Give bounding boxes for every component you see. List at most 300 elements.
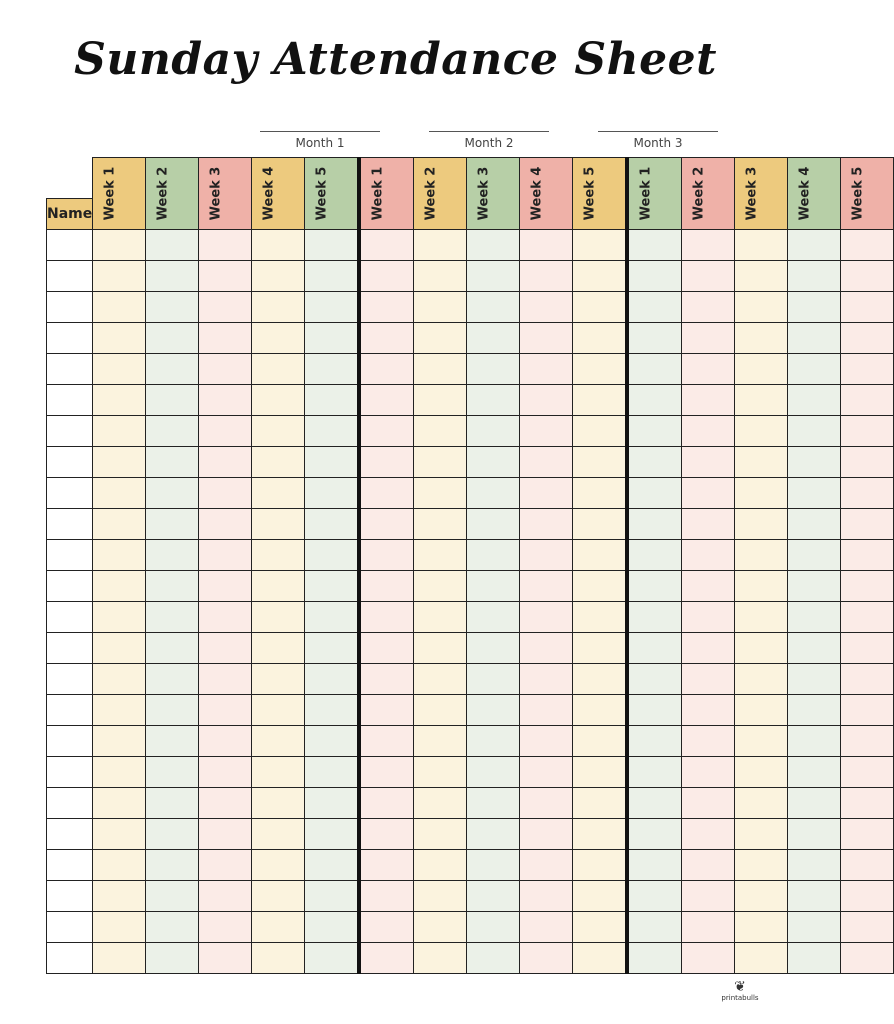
name-cell[interactable] [47,384,93,415]
attendance-cell[interactable] [305,911,360,942]
attendance-cell[interactable] [841,322,894,353]
attendance-cell[interactable] [841,260,894,291]
attendance-cell[interactable] [146,384,199,415]
attendance-cell[interactable] [252,942,305,973]
attendance-cell[interactable] [467,570,520,601]
attendance-cell[interactable] [414,725,467,756]
attendance-cell[interactable] [841,477,894,508]
attendance-cell[interactable] [735,384,788,415]
attendance-cell[interactable] [93,539,146,570]
attendance-cell[interactable] [414,942,467,973]
attendance-cell[interactable] [414,849,467,880]
attendance-cell[interactable] [199,787,252,818]
attendance-cell[interactable] [682,570,735,601]
attendance-cell[interactable] [682,291,735,322]
attendance-cell[interactable] [520,384,573,415]
attendance-cell[interactable] [520,911,573,942]
attendance-cell[interactable] [252,601,305,632]
attendance-cell[interactable] [199,694,252,725]
attendance-cell[interactable] [359,353,414,384]
attendance-cell[interactable] [467,663,520,694]
attendance-cell[interactable] [520,787,573,818]
attendance-cell[interactable] [520,446,573,477]
attendance-cell[interactable] [682,849,735,880]
attendance-cell[interactable] [467,291,520,322]
attendance-cell[interactable] [735,663,788,694]
attendance-cell[interactable] [682,911,735,942]
attendance-cell[interactable] [788,539,841,570]
attendance-cell[interactable] [146,911,199,942]
attendance-cell[interactable] [467,849,520,880]
name-cell[interactable] [47,725,93,756]
attendance-cell[interactable] [841,570,894,601]
attendance-cell[interactable] [305,384,360,415]
attendance-cell[interactable] [305,787,360,818]
attendance-cell[interactable] [93,756,146,787]
attendance-cell[interactable] [682,694,735,725]
attendance-cell[interactable] [199,570,252,601]
name-cell[interactable] [47,353,93,384]
attendance-cell[interactable] [252,322,305,353]
attendance-cell[interactable] [788,787,841,818]
attendance-cell[interactable] [146,291,199,322]
attendance-cell[interactable] [627,384,682,415]
attendance-cell[interactable] [359,663,414,694]
attendance-cell[interactable] [841,508,894,539]
attendance-cell[interactable] [93,260,146,291]
attendance-cell[interactable] [735,477,788,508]
attendance-cell[interactable] [199,229,252,260]
attendance-cell[interactable] [735,229,788,260]
attendance-cell[interactable] [199,384,252,415]
attendance-cell[interactable] [199,911,252,942]
attendance-cell[interactable] [735,601,788,632]
attendance-cell[interactable] [414,880,467,911]
attendance-cell[interactable] [252,508,305,539]
attendance-cell[interactable] [735,725,788,756]
attendance-cell[interactable] [627,570,682,601]
attendance-cell[interactable] [467,601,520,632]
attendance-cell[interactable] [93,911,146,942]
attendance-cell[interactable] [788,880,841,911]
attendance-cell[interactable] [93,694,146,725]
attendance-cell[interactable] [467,632,520,663]
attendance-cell[interactable] [520,632,573,663]
attendance-cell[interactable] [414,570,467,601]
attendance-cell[interactable] [682,818,735,849]
attendance-cell[interactable] [146,787,199,818]
attendance-cell[interactable] [788,632,841,663]
attendance-cell[interactable] [627,291,682,322]
attendance-cell[interactable] [305,880,360,911]
attendance-cell[interactable] [199,291,252,322]
attendance-cell[interactable] [841,539,894,570]
attendance-cell[interactable] [520,477,573,508]
attendance-cell[interactable] [573,353,628,384]
attendance-cell[interactable] [520,415,573,446]
attendance-cell[interactable] [199,353,252,384]
attendance-cell[interactable] [414,632,467,663]
attendance-cell[interactable] [735,942,788,973]
attendance-cell[interactable] [627,322,682,353]
attendance-cell[interactable] [682,260,735,291]
name-cell[interactable] [47,787,93,818]
attendance-cell[interactable] [305,725,360,756]
attendance-cell[interactable] [788,229,841,260]
attendance-cell[interactable] [735,818,788,849]
name-cell[interactable] [47,694,93,725]
attendance-cell[interactable] [359,260,414,291]
attendance-cell[interactable] [788,601,841,632]
attendance-cell[interactable] [573,694,628,725]
attendance-cell[interactable] [627,849,682,880]
attendance-cell[interactable] [93,818,146,849]
name-cell[interactable] [47,601,93,632]
attendance-cell[interactable] [520,694,573,725]
attendance-cell[interactable] [520,322,573,353]
attendance-cell[interactable] [359,632,414,663]
attendance-cell[interactable] [146,322,199,353]
attendance-cell[interactable] [627,756,682,787]
attendance-cell[interactable] [146,818,199,849]
attendance-cell[interactable] [573,942,628,973]
attendance-cell[interactable] [573,663,628,694]
attendance-cell[interactable] [520,942,573,973]
attendance-cell[interactable] [682,229,735,260]
attendance-cell[interactable] [841,756,894,787]
attendance-cell[interactable] [252,880,305,911]
attendance-cell[interactable] [520,539,573,570]
attendance-cell[interactable] [788,911,841,942]
attendance-cell[interactable] [735,322,788,353]
attendance-cell[interactable] [467,384,520,415]
attendance-cell[interactable] [520,601,573,632]
attendance-cell[interactable] [305,260,360,291]
attendance-cell[interactable] [788,477,841,508]
attendance-cell[interactable] [467,260,520,291]
attendance-cell[interactable] [573,260,628,291]
attendance-cell[interactable] [627,787,682,818]
attendance-cell[interactable] [252,818,305,849]
attendance-cell[interactable] [682,725,735,756]
attendance-cell[interactable] [414,353,467,384]
attendance-cell[interactable] [93,508,146,539]
attendance-cell[interactable] [199,601,252,632]
attendance-cell[interactable] [841,415,894,446]
attendance-cell[interactable] [520,663,573,694]
attendance-cell[interactable] [93,849,146,880]
attendance-cell[interactable] [414,322,467,353]
attendance-cell[interactable] [841,229,894,260]
attendance-cell[interactable] [841,911,894,942]
attendance-cell[interactable] [627,942,682,973]
name-cell[interactable] [47,756,93,787]
attendance-cell[interactable] [305,818,360,849]
attendance-cell[interactable] [305,291,360,322]
attendance-cell[interactable] [252,694,305,725]
attendance-cell[interactable] [305,322,360,353]
attendance-cell[interactable] [467,322,520,353]
attendance-cell[interactable] [199,322,252,353]
attendance-cell[interactable] [359,849,414,880]
name-cell[interactable] [47,477,93,508]
name-cell[interactable] [47,291,93,322]
attendance-cell[interactable] [252,663,305,694]
attendance-cell[interactable] [735,539,788,570]
attendance-cell[interactable] [788,570,841,601]
attendance-cell[interactable] [735,415,788,446]
attendance-cell[interactable] [841,787,894,818]
attendance-cell[interactable] [627,508,682,539]
attendance-cell[interactable] [146,570,199,601]
attendance-cell[interactable] [252,229,305,260]
attendance-cell[interactable] [520,756,573,787]
attendance-cell[interactable] [520,229,573,260]
attendance-cell[interactable] [467,725,520,756]
attendance-cell[interactable] [252,911,305,942]
attendance-cell[interactable] [735,787,788,818]
attendance-cell[interactable] [627,818,682,849]
name-cell[interactable] [47,446,93,477]
attendance-cell[interactable] [682,508,735,539]
attendance-cell[interactable] [252,415,305,446]
attendance-cell[interactable] [735,446,788,477]
attendance-cell[interactable] [414,911,467,942]
attendance-cell[interactable] [359,415,414,446]
attendance-cell[interactable] [682,632,735,663]
attendance-cell[interactable] [305,942,360,973]
name-cell[interactable] [47,322,93,353]
attendance-cell[interactable] [146,725,199,756]
attendance-cell[interactable] [573,446,628,477]
attendance-cell[interactable] [199,756,252,787]
attendance-cell[interactable] [520,260,573,291]
attendance-cell[interactable] [520,508,573,539]
attendance-cell[interactable] [414,818,467,849]
name-cell[interactable] [47,942,93,973]
attendance-cell[interactable] [788,663,841,694]
name-cell[interactable] [47,663,93,694]
attendance-cell[interactable] [841,632,894,663]
attendance-cell[interactable] [252,632,305,663]
attendance-cell[interactable] [93,942,146,973]
attendance-cell[interactable] [573,229,628,260]
attendance-cell[interactable] [359,477,414,508]
attendance-cell[interactable] [252,384,305,415]
attendance-cell[interactable] [841,601,894,632]
attendance-cell[interactable] [788,818,841,849]
attendance-cell[interactable] [359,229,414,260]
attendance-cell[interactable] [252,260,305,291]
attendance-cell[interactable] [682,663,735,694]
attendance-cell[interactable] [467,787,520,818]
attendance-cell[interactable] [93,880,146,911]
attendance-cell[interactable] [199,260,252,291]
attendance-cell[interactable] [682,415,735,446]
name-cell[interactable] [47,229,93,260]
attendance-cell[interactable] [682,601,735,632]
attendance-cell[interactable] [627,725,682,756]
attendance-cell[interactable] [735,508,788,539]
attendance-cell[interactable] [467,508,520,539]
attendance-cell[interactable] [467,353,520,384]
attendance-cell[interactable] [359,787,414,818]
attendance-cell[interactable] [735,260,788,291]
attendance-cell[interactable] [788,291,841,322]
attendance-cell[interactable] [735,291,788,322]
attendance-cell[interactable] [146,849,199,880]
attendance-cell[interactable] [199,818,252,849]
name-cell[interactable] [47,260,93,291]
attendance-cell[interactable] [146,942,199,973]
attendance-cell[interactable] [146,415,199,446]
attendance-cell[interactable] [627,911,682,942]
attendance-cell[interactable] [841,880,894,911]
attendance-cell[interactable] [573,415,628,446]
attendance-cell[interactable] [305,663,360,694]
attendance-cell[interactable] [467,539,520,570]
attendance-cell[interactable] [93,601,146,632]
attendance-cell[interactable] [305,570,360,601]
attendance-cell[interactable] [841,291,894,322]
attendance-cell[interactable] [146,477,199,508]
attendance-cell[interactable] [627,446,682,477]
attendance-cell[interactable] [93,663,146,694]
attendance-cell[interactable] [467,694,520,725]
name-cell[interactable] [47,632,93,663]
attendance-cell[interactable] [573,384,628,415]
attendance-cell[interactable] [735,911,788,942]
attendance-cell[interactable] [573,725,628,756]
attendance-cell[interactable] [199,663,252,694]
attendance-cell[interactable] [414,508,467,539]
attendance-cell[interactable] [841,663,894,694]
attendance-cell[interactable] [199,539,252,570]
attendance-cell[interactable] [146,260,199,291]
attendance-cell[interactable] [414,291,467,322]
attendance-cell[interactable] [788,446,841,477]
attendance-cell[interactable] [305,353,360,384]
attendance-cell[interactable] [467,818,520,849]
attendance-cell[interactable] [146,632,199,663]
attendance-cell[interactable] [467,446,520,477]
attendance-cell[interactable] [627,694,682,725]
attendance-cell[interactable] [573,539,628,570]
attendance-cell[interactable] [788,322,841,353]
attendance-cell[interactable] [735,880,788,911]
attendance-cell[interactable] [788,725,841,756]
attendance-cell[interactable] [520,818,573,849]
attendance-cell[interactable] [199,849,252,880]
attendance-cell[interactable] [305,849,360,880]
attendance-cell[interactable] [359,384,414,415]
attendance-cell[interactable] [573,477,628,508]
attendance-cell[interactable] [682,756,735,787]
attendance-cell[interactable] [788,353,841,384]
attendance-cell[interactable] [627,663,682,694]
attendance-cell[interactable] [359,601,414,632]
attendance-cell[interactable] [146,756,199,787]
attendance-cell[interactable] [414,229,467,260]
attendance-cell[interactable] [305,508,360,539]
attendance-cell[interactable] [573,570,628,601]
attendance-cell[interactable] [735,570,788,601]
attendance-cell[interactable] [359,911,414,942]
attendance-cell[interactable] [627,477,682,508]
attendance-cell[interactable] [788,384,841,415]
name-cell[interactable] [47,849,93,880]
attendance-cell[interactable] [788,508,841,539]
attendance-cell[interactable] [359,818,414,849]
attendance-cell[interactable] [520,849,573,880]
attendance-cell[interactable] [146,229,199,260]
attendance-cell[interactable] [146,353,199,384]
attendance-cell[interactable] [252,353,305,384]
attendance-cell[interactable] [467,942,520,973]
attendance-cell[interactable] [414,384,467,415]
attendance-cell[interactable] [199,508,252,539]
name-cell[interactable] [47,911,93,942]
attendance-cell[interactable] [682,446,735,477]
attendance-cell[interactable] [627,880,682,911]
attendance-cell[interactable] [788,260,841,291]
attendance-cell[interactable] [199,477,252,508]
attendance-cell[interactable] [627,260,682,291]
attendance-cell[interactable] [841,849,894,880]
attendance-cell[interactable] [199,880,252,911]
attendance-cell[interactable] [520,725,573,756]
attendance-cell[interactable] [305,477,360,508]
attendance-cell[interactable] [682,539,735,570]
attendance-cell[interactable] [359,756,414,787]
attendance-cell[interactable] [359,880,414,911]
name-cell[interactable] [47,539,93,570]
attendance-cell[interactable] [305,446,360,477]
attendance-cell[interactable] [841,384,894,415]
attendance-cell[interactable] [682,384,735,415]
attendance-cell[interactable] [199,446,252,477]
attendance-cell[interactable] [305,539,360,570]
attendance-cell[interactable] [841,694,894,725]
name-cell[interactable] [47,818,93,849]
attendance-cell[interactable] [252,570,305,601]
attendance-cell[interactable] [467,911,520,942]
attendance-cell[interactable] [627,415,682,446]
attendance-cell[interactable] [627,601,682,632]
attendance-cell[interactable] [841,353,894,384]
attendance-cell[interactable] [359,942,414,973]
attendance-cell[interactable] [573,911,628,942]
attendance-cell[interactable] [305,415,360,446]
attendance-cell[interactable] [467,880,520,911]
attendance-cell[interactable] [359,291,414,322]
attendance-cell[interactable] [93,632,146,663]
attendance-cell[interactable] [682,477,735,508]
attendance-cell[interactable] [146,446,199,477]
attendance-cell[interactable] [735,694,788,725]
attendance-cell[interactable] [573,787,628,818]
attendance-cell[interactable] [93,787,146,818]
attendance-cell[interactable] [573,880,628,911]
attendance-cell[interactable] [305,694,360,725]
attendance-cell[interactable] [788,694,841,725]
attendance-cell[interactable] [520,291,573,322]
attendance-cell[interactable] [252,539,305,570]
attendance-cell[interactable] [146,694,199,725]
attendance-cell[interactable] [414,694,467,725]
attendance-cell[interactable] [146,601,199,632]
attendance-cell[interactable] [359,539,414,570]
